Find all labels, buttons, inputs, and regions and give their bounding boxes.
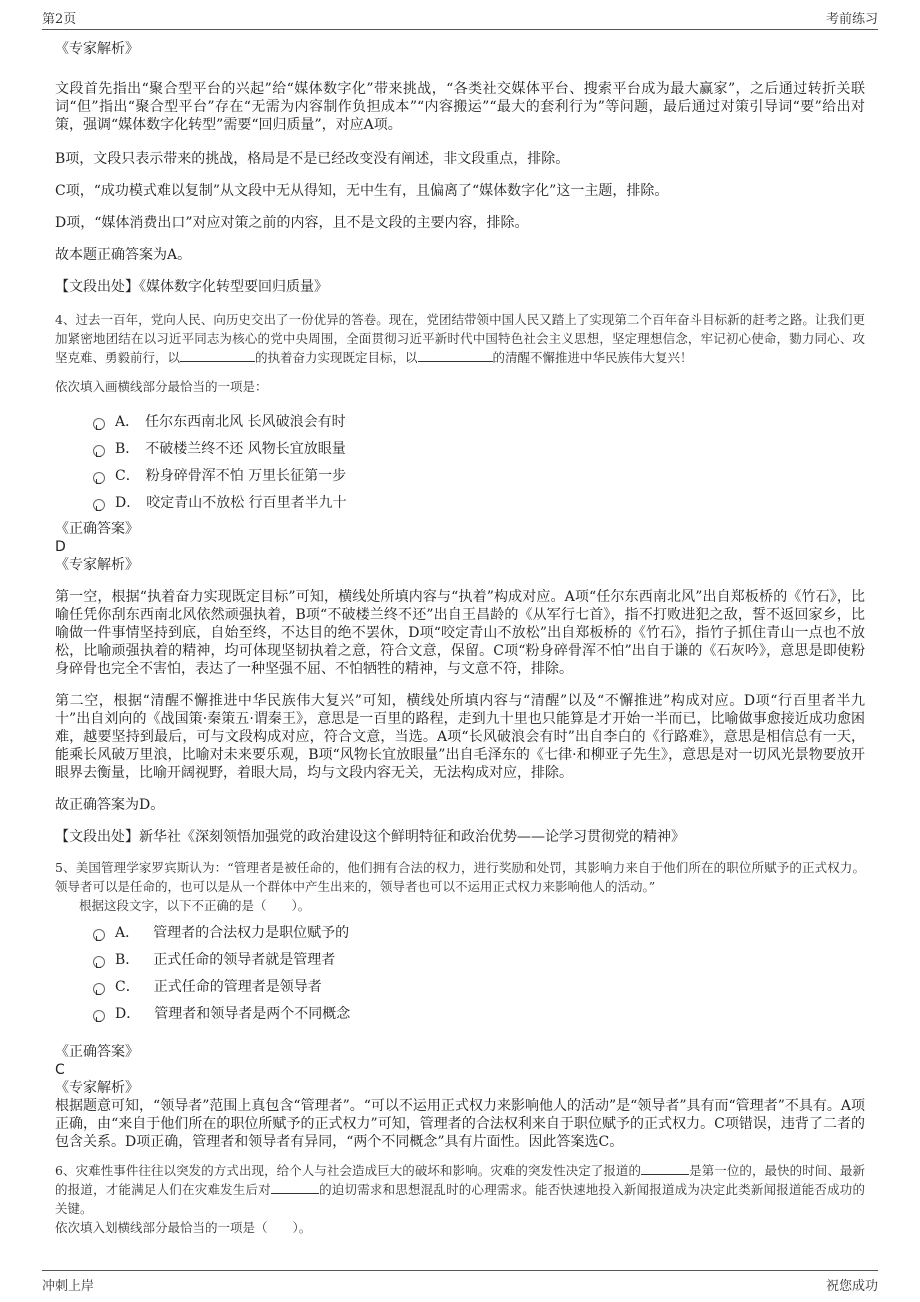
option-text: 粉身碎骨浑不怕 万里长征第一步 [145,467,347,484]
q3-conclusion: 故本题正确答案为A。 [55,247,192,263]
q5-option-b[interactable] [93,946,865,973]
q6-stem-part-3: 的迫切需求和思想混乱时的心理需求。能否快速地投入新闻报道成为决定此类新闻报道能否成功的关键。 [55,1182,865,1216]
radio-icon[interactable] [93,929,105,941]
radio-icon[interactable] [93,472,105,484]
option-letter: B． [115,951,140,968]
q4-option-b[interactable] [93,435,865,462]
q3-source: 【文段出处】《媒体数字化转型要回归质量》 [55,279,328,295]
q4-options [93,408,865,516]
q3-analysis-para-1: 文段首先指出“聚合型平台的兴起”给“媒体数字化”带来挑战，“各类社交媒体平台、搜索平台成为最大赢家”，之后通过转折关联词“但”指出“聚合型平台”存在“无需为内容制作负担成本”“内容搬运”“最大的套利行为”等问题，最后通过对策引导词“要”给出对策，强调“媒体数字化转型”需要“回归质量”，对应A项。 [55,81,865,133]
q3-analysis-label: 《专家解析》 [55,41,139,57]
q4-answer-label: 《正确答案》 [55,521,139,537]
q5-answer-label: 《正确答案》 [55,1044,139,1060]
q4-stem-part-2: 的执着奋力实现既定目标，以 [255,350,418,365]
option-text: 不破楼兰终不还 风物长宜放眼量 [145,440,346,457]
q6-stem [55,1161,865,1218]
q4-stem [55,310,865,367]
option-letter: A． [115,924,140,941]
q4-blank-2 [418,349,493,362]
q5-prompt: 根据这段文字，以下不正确的是（ ）。 [79,898,311,913]
page-number: 第2页 [42,12,77,27]
radio-icon[interactable] [93,956,105,968]
option-letter: D． [115,1005,141,1022]
q5-answer: C [55,1062,65,1078]
option-text: 咬定青山不放松 行百里者半九十 [146,494,347,511]
q6-blank-2 [271,1181,319,1194]
q4-option-a[interactable] [93,408,865,435]
radio-icon[interactable] [93,445,105,457]
option-text: 正式任命的领导者就是管理者 [153,951,336,968]
header-title: 考前练习 [825,12,878,27]
q4-answer: D [55,539,66,555]
q5-option-a[interactable] [93,919,865,946]
option-text: 管理者和领导者是两个不同概念 [154,1005,351,1022]
q3-analysis-para-4: D项，“媒体消费出口”对应对策之前的内容，且不是文段的主要内容，排除。 [55,215,529,231]
q4-blank-1 [180,349,255,362]
q6-stem-part-2: 是第一位的，最快的时间、最新的报道，才能满足人们在灾难发生后对 [55,1163,865,1197]
q5-analysis-label: 《专家解析》 [55,1080,139,1096]
q4-analysis-label: 《专家解析》 [55,557,139,573]
q4-prompt: 依次填入画横线部分最恰当的一项是： [55,379,268,394]
option-letter: D． [115,494,141,511]
footer-left: 冲刺上岸 [42,1279,95,1294]
footer-right: 祝您成功 [825,1279,878,1294]
radio-icon[interactable] [93,983,105,995]
q4-analysis-para-1: 第一空，根据“执着奋力实现既定目标”可知，横线处所填内容与“执着”构成对应。A项“任尔东西南北风”出自郑板桥的《竹石》，比喻任凭你刮东西南北风依然顽强执着，B项“不破楼兰终不还”出自王昌龄的《从军行七首》，指不打败进犯之敌，誓不返回家乡，比喻做一件事情坚持到底，自始至终，不达目的绝不罢休，D项“咬定青山不放松”出自郑板桥的《竹石》，指竹子抓住青山一点也不放松，比喻顽强执着的精神，均可体现坚韧执着之意，符合文意，保留。C项“粉身碎骨浑不怕”出自于谦的《石灰吟》，意思是即使粉身碎骨也完全不害怕，表达了一种坚强不屈、不怕牺牲的精神，与文意不符，排除。 [55,589,865,677]
q5-option-c[interactable] [93,973,865,1000]
option-letter: C． [115,978,140,995]
q4-option-d[interactable] [93,489,865,516]
q4-stem-part-1: 4、过去一百年，党向人民、向历史交出了一份优异的答卷。现在，党团结带领中国人民又踏上了实现第二个百年奋斗目标新的赶考之路。让我们更加紧密地团结在以习近平同志为核心的党中央周围，全面贯彻习近平新时代中国特色社会主义思想，坚定理想信念，牢记初心使命，勠力同心、攻坚克难、勇毅前行，以 [55,312,865,365]
radio-icon[interactable] [93,418,105,430]
option-text: 正式任命的管理者是领导者 [153,978,322,995]
q6-stem-part-1: 6、灾难性事件往往以突发的方式出现，给个人与社会造成巨大的破坏和影响。灾难的突发性决定了报道的 [55,1163,642,1178]
option-letter: A． [115,413,140,430]
q5-options [93,919,865,1027]
page-content [55,40,865,1237]
q4-option-c[interactable] [93,462,865,489]
q5-stem: 5、美国管理学家罗宾斯认为：“管理者是被任命的，他们拥有合法的权力，进行奖励和处罚，其影响力来自于他们所在的职位所赋予的正式权力。领导者可以是任命的，也可以是从一个群体中产生出来的，领导者也可以不运用正式权力来影响他人的活动。” [55,860,865,894]
q6-blank-1 [641,1162,689,1175]
q4-conclusion: 故正确答案为D。 [55,797,165,813]
q3-analysis-para-3: C项，“成功模式难以复制”从文段中无从得知，无中生有，且偏离了“媒体数字化”这一主题，排除。 [55,183,669,199]
q6-prompt: 依次填入划横线部分最恰当的一项是（ ）。 [55,1220,312,1235]
q3-analysis-para-2: B项，文段只表示带来的挑战，格局是不是已经改变没有阐述，非文段重点，排除。 [55,151,570,167]
q5-option-d[interactable] [93,1000,865,1027]
q4-source: 【文段出处】新华社《深刻领悟加强党的政治建设这个鲜明特征和政治优势——论学习贯彻党的精神》 [55,829,685,845]
option-letter: C． [115,467,140,484]
q5-analysis-para-1: 根据题意可知，“领导者”范围上真包含“管理者”。“可以不运用正式权力来影响他人的活动”是“领导者”具有而“管理者”不具有。A项正确，由“来自于他们所在的职位所赋予的正式权力”可知，管理者的合法权利来自于职位赋予的正式权力。C项错误，违背了二者的包含关系。D项正确，管理者和领导者有异同，“两个不同概念”具有片面性。因此答案选C。 [55,1098,865,1150]
option-text: 管理者的合法权力是职位赋予的 [153,924,350,941]
page-header [42,8,878,30]
option-letter: B． [115,440,140,457]
q4-analysis-para-2: 第二空，根据“清醒不懈推进中华民族伟大复兴”可知，横线处所填内容与“清醒”以及“不懈推进”构成对应。D项“行百里者半九十”出自刘向的《战国策·秦策五·谓秦王》，意思是一百里的路程，走到九十里也只能算是才开始一半而已，比喻做事愈接近成功愈困难，越要坚持到最后，可与文段构成对应，符合文意，当选。A项“长风破浪会有时”出自李白的《行路难》，意思是相信总有一天，能乘长风破万里浪，比喻对未来要乐观，B项“风物长宜放眼量”出自毛泽东的《七律·和柳亚子先生》，意思是对一切风光景物要放开眼界去衡量，比喻开阔视野，着眼大局，均与文段内容无关，无法构成对应，排除。 [55,693,865,781]
q4-stem-part-3: 的清醒不懈推进中华民族伟大复兴！ [492,350,693,365]
radio-icon[interactable] [93,499,105,511]
radio-icon[interactable] [93,1010,105,1022]
option-text: 任尔东西南北风 长风破浪会有时 [145,413,346,430]
page-footer [42,1270,878,1295]
